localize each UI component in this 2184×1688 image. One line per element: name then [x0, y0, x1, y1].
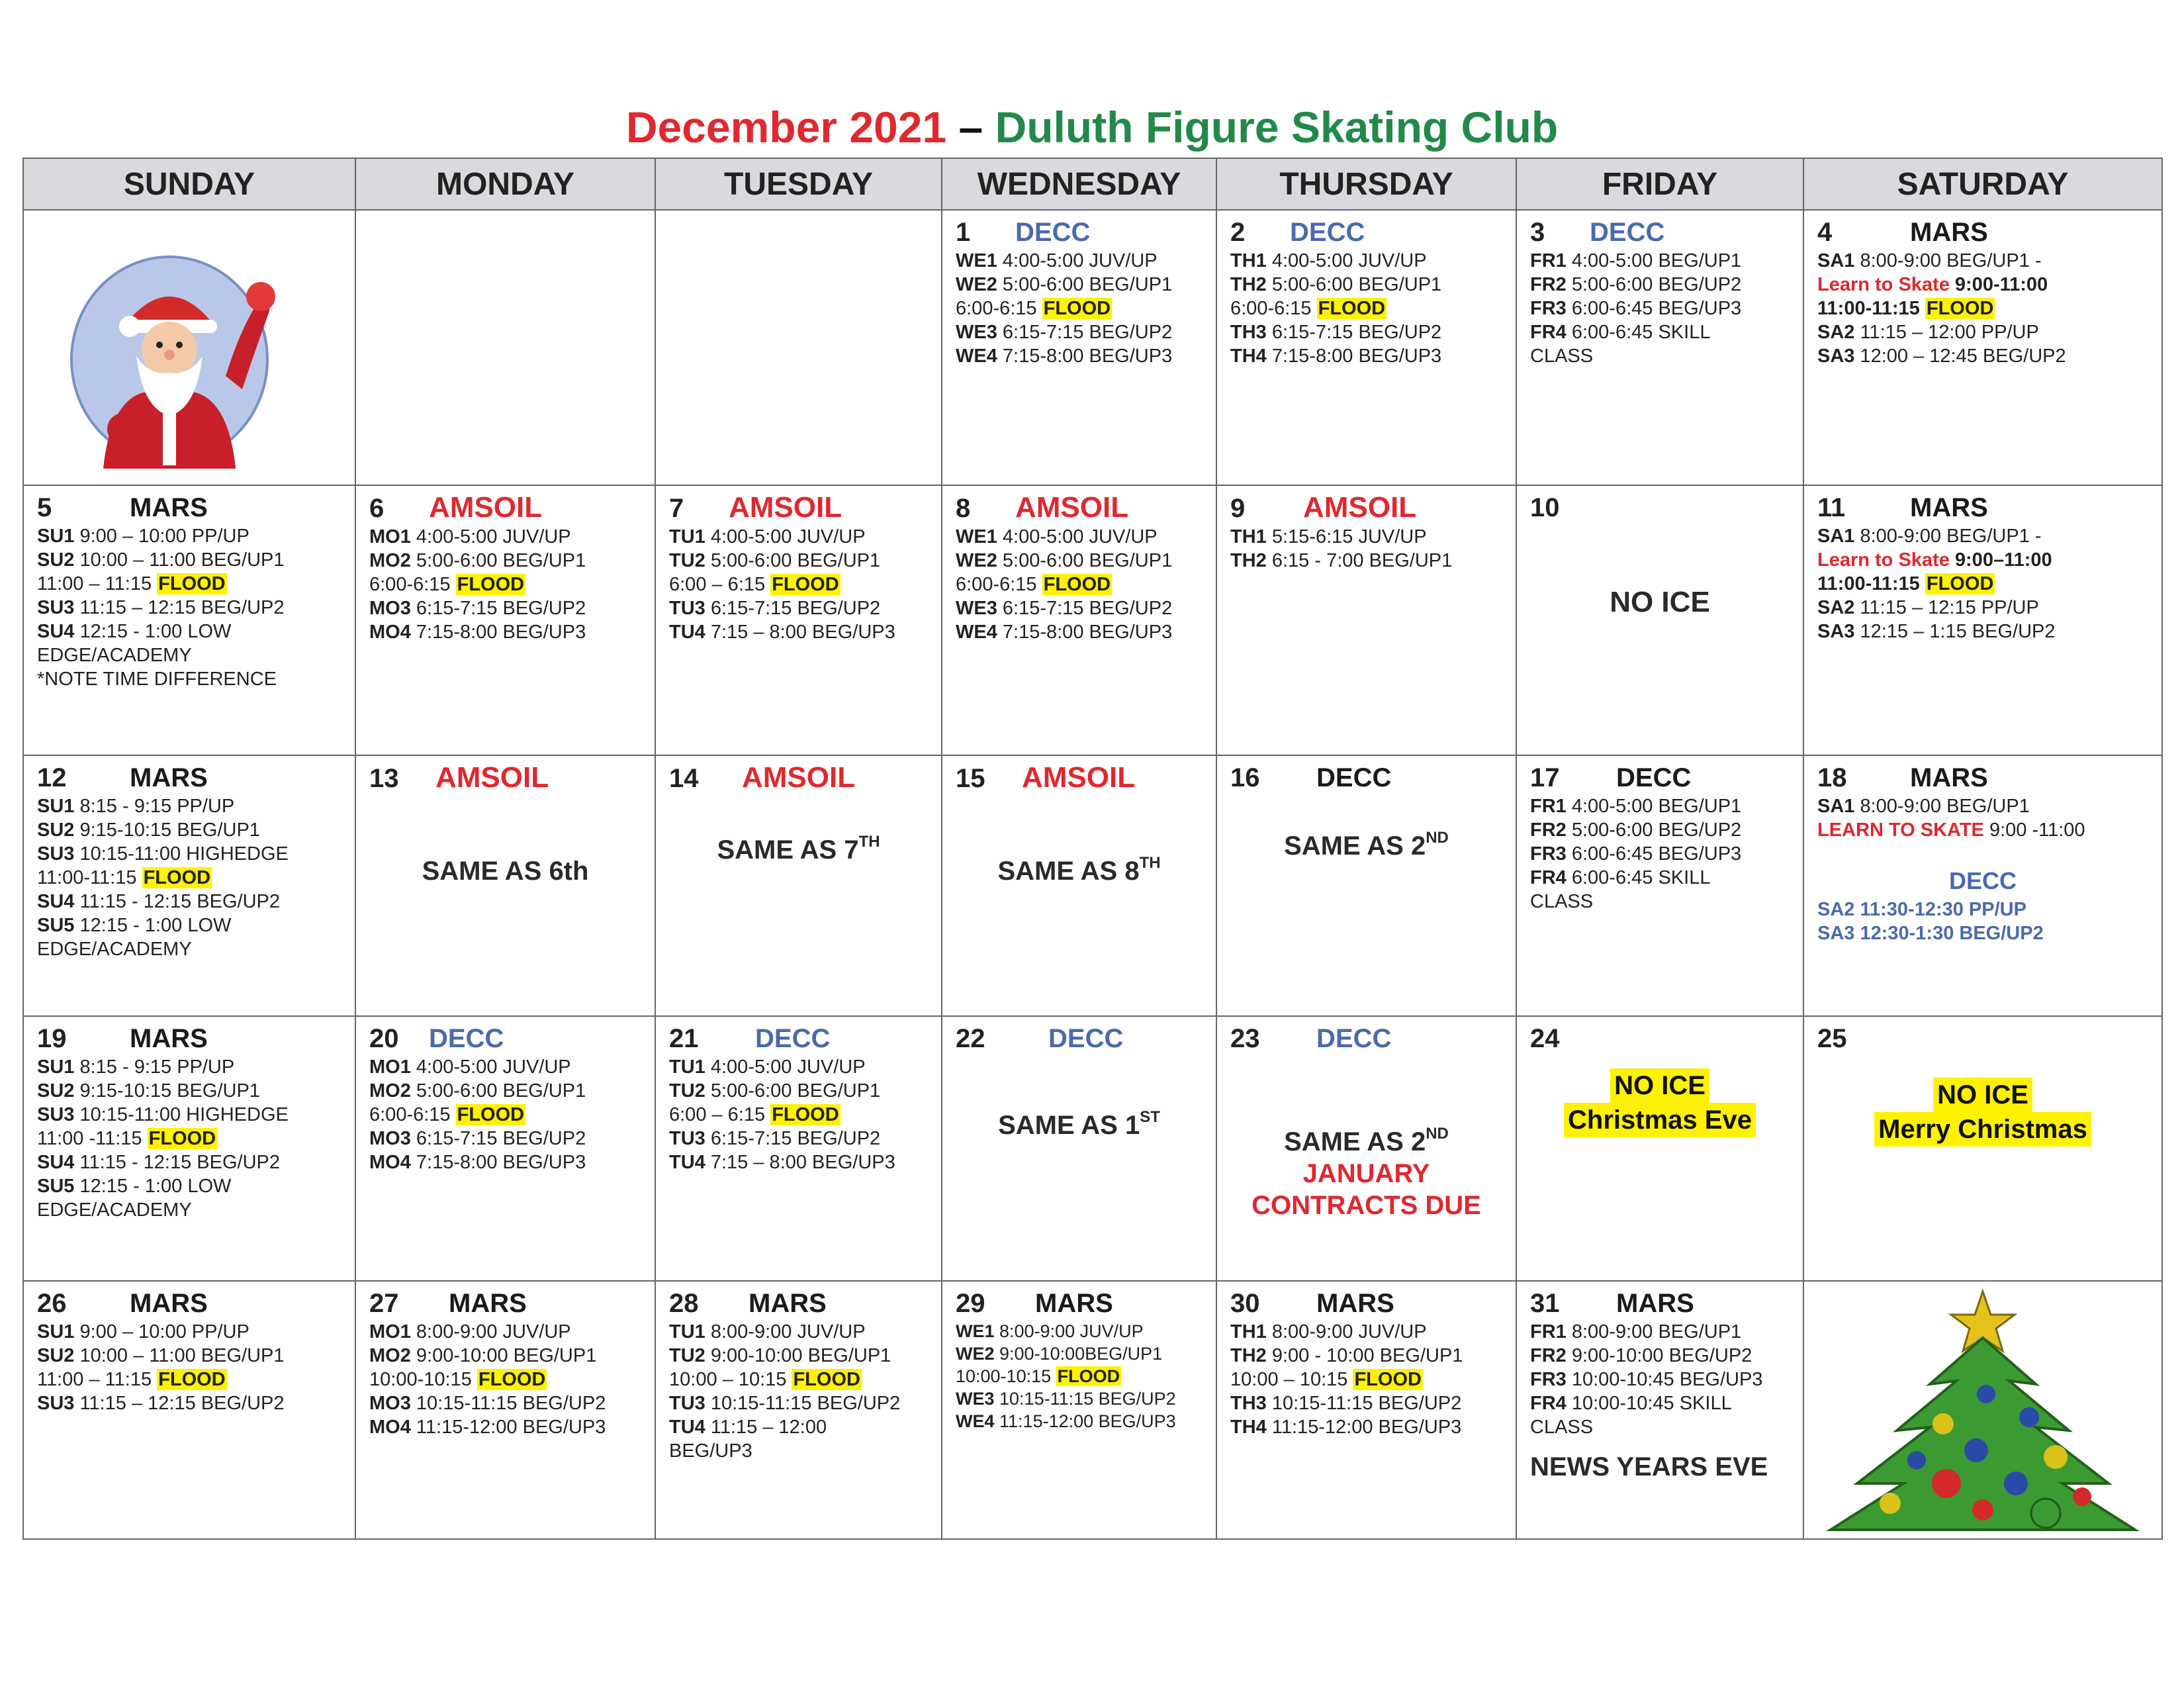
rink-location: DECC [1290, 218, 1365, 247]
session-line: WE1 4:00-5:00 JUV/UP [956, 526, 1158, 547]
session-line: FR1 4:00-5:00 BEG/UP1 [1530, 250, 1742, 271]
flood-line: 11:00 -11:15 FLOOD [37, 1128, 216, 1149]
session-line: MO2 9:00-10:00 BEG/UP1 [369, 1345, 597, 1366]
same-as-note: SAME AS 6th [422, 857, 589, 886]
day-number: 5 [37, 493, 52, 522]
flood-badge: FLOOD [772, 574, 839, 595]
flood-line: 6:00-6:15 FLOOD [369, 1104, 525, 1125]
rink-location: MARS [130, 763, 208, 792]
session-line: SU3 11:15 – 12:15 BEG/UP2 [37, 597, 285, 618]
day-cell-2 [1216, 210, 1516, 485]
rink-location: DECC [1048, 1024, 1124, 1053]
no-ice-note: NO ICE Christmas Eve [1517, 1068, 1803, 1137]
session-line: MO4 11:15-12:00 BEG/UP3 [369, 1417, 606, 1438]
session-line: SA1 8:00-9:00 BEG/UP1 [1817, 796, 2030, 817]
rink-location: MARS [130, 1024, 208, 1053]
day-cell-13 [355, 755, 655, 1016]
day-cell-tree [1803, 1281, 2162, 1539]
weekday-header-row [23, 158, 2162, 210]
flood-line: 11:00 – 11:15 FLOOD [37, 1369, 226, 1390]
day-cell-3 [1516, 210, 1803, 485]
title-month: December 2021 [625, 103, 947, 152]
session-line: SU1 9:00 – 10:00 PP/UP [37, 1321, 250, 1342]
day-cell-25 [1803, 1016, 2162, 1281]
session-line: TH2 9:00 - 10:00 BEG/UP1 [1230, 1345, 1463, 1366]
rink-location: MARS [1910, 218, 1988, 247]
session-line: TU3 10:15-11:15 BEG/UP2 [669, 1393, 901, 1414]
day-cell-5 [23, 485, 355, 755]
day-number: 1 [956, 218, 971, 247]
rink-location: DECC [429, 1024, 504, 1053]
session-line: WE2 5:00-6:00 BEG/UP1 [956, 274, 1173, 295]
session-line: TH2 5:00-6:00 BEG/UP1 [1230, 274, 1442, 295]
day-cell-15 [942, 755, 1216, 1016]
same-as-note: SAME AS 2ND [1284, 829, 1449, 861]
weekday-thursday: THURSDAY [1216, 158, 1516, 210]
flood-badge: FLOOD [793, 1369, 860, 1390]
day-cell-22 [942, 1016, 1216, 1281]
session-line: MO3 6:15-7:15 BEG/UP2 [369, 598, 586, 619]
new-years-eve-note: NEWS YEARS EVE [1530, 1452, 1768, 1481]
flood-line: 6:00-6:15 FLOOD [956, 574, 1111, 595]
day-number: 7 [669, 494, 684, 523]
flood-badge: FLOOD [1043, 574, 1111, 595]
session-line: MO4 7:15-8:00 BEG/UP3 [369, 622, 586, 643]
weekday-friday: FRIDAY [1516, 158, 1803, 210]
day-cell-6 [355, 485, 655, 755]
day-cell-4 [1803, 210, 2162, 485]
session-line: FR2 5:00-6:00 BEG/UP2 [1530, 274, 1742, 295]
day-cell-8 [942, 485, 1216, 755]
learn-to-skate-line: LEARN TO SKATE 9:00 -11:00 [1817, 820, 2085, 841]
day-cell-1 [942, 210, 1216, 485]
flood-line: 10:00 – 10:15 FLOOD [669, 1369, 860, 1390]
day-number: 25 [1817, 1024, 1847, 1053]
rink-location: MARS [130, 1289, 208, 1318]
session-line: SA2 11:30-12:30 PP/UP [1817, 899, 2026, 920]
same-as-note: SAME AS 7TH [717, 833, 880, 865]
session-line: FR3 6:00-6:45 BEG/UP3 [1530, 298, 1742, 319]
session-line: FR3 10:00-10:45 BEG/UP3 [1530, 1369, 1763, 1390]
session-line: TH1 8:00-9:00 JUV/UP [1230, 1321, 1427, 1342]
flood-badge: FLOOD [1057, 1366, 1120, 1386]
contracts-due-line: CONTRACTS DUE [1251, 1191, 1481, 1220]
session-line: WE1 4:00-5:00 JUV/UP [956, 250, 1158, 271]
session-line: SU2 9:15-10:15 BEG/UP1 [37, 820, 260, 841]
day-number: 14 [669, 764, 699, 793]
session-line: SU1 8:15 - 9:15 PP/UP [37, 796, 235, 817]
session-line: WE1 8:00-9:00 JUV/UP [956, 1321, 1144, 1341]
week-row-4 [23, 1016, 2162, 1281]
session-line: TU4 11:15 – 12:00 [669, 1417, 827, 1438]
flood-badge: FLOOD [478, 1369, 546, 1390]
day-cell-30 [1216, 1281, 1516, 1539]
session-line: SU5 12:15 - 1:00 LOW [37, 1176, 232, 1197]
session-line: MO2 5:00-6:00 BEG/UP1 [369, 1080, 586, 1102]
day-cell-27 [355, 1281, 655, 1539]
day-number: 4 [1817, 218, 1833, 247]
day-cell-21 [655, 1016, 942, 1281]
day-number: 26 [37, 1289, 67, 1318]
santa-icon [64, 250, 275, 469]
session-line: WE4 7:15-8:00 BEG/UP3 [956, 346, 1173, 367]
day-cell-7 [655, 485, 942, 755]
flood-badge: FLOOD [158, 573, 226, 594]
session-line: TU3 6:15-7:15 BEG/UP2 [669, 1128, 881, 1149]
same-as-note: SAME AS 8TH [997, 854, 1161, 886]
rink-location: AMSOIL [1303, 491, 1417, 524]
session-line: TU1 4:00-5:00 JUV/UP [669, 526, 866, 547]
session-line: MO3 10:15-11:15 BEG/UP2 [369, 1393, 606, 1414]
flood-badge: FLOOD [148, 1128, 216, 1149]
day-number: 15 [956, 764, 985, 793]
rink-location: MARS [1316, 1289, 1394, 1318]
no-ice-note: NO ICE [1610, 586, 1710, 618]
rink-location: AMSOIL [1022, 761, 1136, 794]
session-line: FR1 8:00-9:00 BEG/UP1 [1530, 1321, 1742, 1342]
session-line: TH3 10:15-11:15 BEG/UP2 [1230, 1393, 1462, 1414]
session-line: TU1 4:00-5:00 JUV/UP [669, 1056, 866, 1078]
day-number: 17 [1530, 763, 1560, 792]
session-line: TU1 8:00-9:00 JUV/UP [669, 1321, 866, 1342]
note-line: *NOTE TIME DIFFERENCE [37, 669, 277, 690]
session-line: SA3 12:30-1:30 BEG/UP2 [1817, 923, 2044, 944]
day-number: 22 [956, 1024, 985, 1053]
day-number: 9 [1230, 494, 1246, 523]
rink-location: MARS [130, 493, 208, 522]
day-number: 2 [1230, 218, 1246, 247]
session-line: SU3 11:15 – 12:15 BEG/UP2 [37, 1393, 285, 1414]
day-number: 30 [1230, 1289, 1260, 1318]
session-line: TH1 4:00-5:00 JUV/UP [1230, 250, 1427, 271]
rink-location: DECC [1015, 218, 1091, 247]
session-line: SA3 12:00 – 12:45 BEG/UP2 [1817, 346, 2066, 367]
session-line: MO1 4:00-5:00 JUV/UP [369, 526, 571, 547]
session-line: FR1 4:00-5:00 BEG/UP1 [1530, 796, 1742, 817]
flood-badge: FLOOD [457, 574, 525, 595]
day-number: 21 [669, 1024, 699, 1053]
flood-line: 10:00-10:15 FLOOD [956, 1366, 1120, 1386]
week-row-3 [23, 755, 2162, 1016]
session-line: TH4 7:15-8:00 BEG/UP3 [1230, 346, 1442, 367]
flood-badge: FLOOD [1354, 1369, 1422, 1390]
rink-location: AMSOIL [742, 761, 856, 794]
session-line: SU1 9:00 – 10:00 PP/UP [37, 526, 250, 547]
session-line: SU4 11:15 - 12:15 BEG/UP2 [37, 1152, 281, 1173]
day-cell-31 [1516, 1281, 1803, 1539]
rink-location: AMSOIL [729, 491, 842, 524]
day-cell-empty [23, 210, 355, 485]
session-line: EDGE/ACADEMY [37, 645, 192, 666]
calendar-grid [23, 158, 2163, 1540]
rink-location: AMSOIL [429, 491, 543, 524]
day-number: 28 [669, 1289, 699, 1318]
session-line: SU2 10:00 – 11:00 BEG/UP1 [37, 549, 285, 571]
flood-line: 6:00-6:15 FLOOD [1230, 298, 1386, 319]
rink-location: MARS [1910, 763, 1988, 792]
session-line: TU2 5:00-6:00 BEG/UP1 [669, 550, 881, 571]
session-line: TU3 6:15-7:15 BEG/UP2 [669, 598, 881, 619]
session-line: TH1 5:15-6:15 JUV/UP [1230, 526, 1427, 547]
weekday-sunday: SUNDAY [23, 158, 355, 210]
rink-location: DECC [1616, 763, 1692, 792]
rink-location: DECC [1590, 218, 1665, 247]
rink-location: MARS [1035, 1289, 1113, 1318]
session-line: SA2 11:15 – 12:00 PP/UP [1817, 322, 2039, 343]
day-number: 31 [1530, 1289, 1560, 1318]
session-line: SU5 12:15 - 1:00 LOW [37, 915, 232, 936]
day-number: 19 [37, 1024, 67, 1053]
session-line: WE4 11:15-12:00 BEG/UP3 [956, 1411, 1176, 1431]
flood-badge: FLOOD [1926, 298, 1994, 319]
flood-line: 6:00 – 6:15 FLOOD [669, 1104, 839, 1125]
session-line: FR4 10:00-10:45 SKILL [1530, 1393, 1732, 1414]
session-line: BEG/UP3 [669, 1440, 752, 1462]
session-line: SU2 10:00 – 11:00 BEG/UP1 [37, 1345, 285, 1366]
day-number: 27 [369, 1289, 399, 1318]
flood-line: 11:00 – 11:15 FLOOD [37, 573, 226, 594]
session-line: SU3 10:15-11:00 HIGHEDGE [37, 843, 289, 865]
flood-line: 6:00 – 6:15 FLOOD [669, 574, 839, 595]
day-number: 24 [1530, 1024, 1560, 1053]
day-cell-28 [655, 1281, 942, 1539]
same-as-note: SAME AS 1ST [998, 1108, 1160, 1140]
rink-location: MARS [749, 1289, 827, 1318]
flood-line: 10:00 – 10:15 FLOOD [1230, 1369, 1422, 1390]
session-line: SU2 9:15-10:15 BEG/UP1 [37, 1080, 260, 1102]
session-line: FR2 9:00-10:00 BEG/UP2 [1530, 1345, 1752, 1366]
rink-location: DECC [1316, 1024, 1392, 1053]
flood-line: 11:00-11:15 FLOOD [1817, 573, 1994, 594]
flood-line: 6:00-6:15 FLOOD [369, 574, 525, 595]
flood-badge: FLOOD [158, 1369, 226, 1390]
session-line: TH3 6:15-7:15 BEG/UP2 [1230, 322, 1442, 343]
flood-line: 6:00-6:15 FLOOD [956, 298, 1111, 319]
session-line: MO2 5:00-6:00 BEG/UP1 [369, 550, 586, 571]
flood-badge: FLOOD [143, 867, 211, 888]
session-line: SA2 11:15 – 12:15 PP/UP [1817, 597, 2039, 618]
day-number: 16 [1230, 763, 1260, 792]
day-cell-19 [23, 1016, 355, 1281]
session-line: MO3 6:15-7:15 BEG/UP2 [369, 1128, 586, 1149]
flood-line: 11:00-11:15 FLOOD [1817, 298, 1994, 319]
rink-location: MARS [1616, 1289, 1694, 1318]
day-cell-11 [1803, 485, 2162, 755]
flood-badge: FLOOD [1318, 298, 1386, 319]
session-line: EDGE/ACADEMY [37, 939, 192, 960]
title-club: Duluth Figure Skating Club [995, 103, 1559, 152]
session-line: TU2 9:00-10:00 BEG/UP1 [669, 1345, 891, 1366]
day-cell-26 [23, 1281, 355, 1539]
session-line: SU3 10:15-11:00 HIGHEDGE [37, 1104, 289, 1125]
day-number: 10 [1530, 493, 1560, 522]
session-line: TU2 5:00-6:00 BEG/UP1 [669, 1080, 881, 1102]
day-cell-18 [1803, 755, 2162, 1016]
session-line: TH4 11:15-12:00 BEG/UP3 [1230, 1417, 1462, 1438]
contracts-due-line: JANUARY [1302, 1159, 1430, 1188]
day-cell-10 [1516, 485, 1803, 755]
rink-location: DECC [755, 1024, 831, 1053]
day-number: 23 [1230, 1024, 1260, 1053]
session-line: CLASS [1530, 1417, 1594, 1438]
session-line: SU4 11:15 - 12:15 BEG/UP2 [37, 891, 281, 912]
day-number: 11 [1817, 493, 1846, 522]
session-line: SA1 8:00-9:00 BEG/UP1 - [1817, 250, 2042, 271]
session-line: CLASS [1530, 346, 1594, 367]
session-line: FR3 6:00-6:45 BEG/UP3 [1530, 843, 1742, 865]
day-cell-24 [1516, 1016, 1803, 1281]
rink-location: DECC [1316, 763, 1392, 792]
session-line: WE3 6:15-7:15 BEG/UP2 [956, 598, 1173, 619]
same-as-note: SAME AS 2ND JANUARY CONTRACTS DUE [1217, 1126, 1516, 1221]
rink-location: AMSOIL [1015, 491, 1129, 524]
week-row-1 [23, 210, 2162, 485]
session-line: TH2 6:15 - 7:00 BEG/UP1 [1230, 550, 1453, 571]
page-title [0, 99, 2184, 155]
session-line: TU4 7:15 – 8:00 BEG/UP3 [669, 1152, 895, 1173]
no-ice-note: NO ICE Merry Christmas [1804, 1078, 2161, 1147]
session-line: EDGE/ACADEMY [37, 1199, 192, 1221]
secondary-rink-location: DECC [1948, 867, 2017, 894]
day-number: 12 [37, 763, 67, 792]
weekday-saturday: SATURDAY [1803, 158, 2162, 210]
session-line: SU1 8:15 - 9:15 PP/UP [37, 1056, 235, 1078]
day-cell-20 [355, 1016, 655, 1281]
rink-location: MARS [449, 1289, 527, 1318]
session-line: TU4 7:15 – 8:00 BEG/UP3 [669, 622, 895, 643]
session-line: MO4 7:15-8:00 BEG/UP3 [369, 1152, 586, 1173]
christmas-tree-icon [1817, 1285, 2148, 1536]
rink-location: MARS [1910, 493, 1988, 522]
day-number: 13 [369, 764, 399, 793]
session-line: FR4 6:00-6:45 SKILL [1530, 867, 1711, 888]
flood-badge: FLOOD [1926, 573, 1994, 594]
session-line: MO1 8:00-9:00 JUV/UP [369, 1321, 571, 1342]
weekday-monday: MONDAY [355, 158, 655, 210]
session-line: MO1 4:00-5:00 JUV/UP [369, 1056, 571, 1078]
flood-line: 10:00-10:15 FLOOD [369, 1369, 546, 1390]
learn-to-skate-line: Learn to Skate 9:00–11:00 [1817, 549, 2052, 571]
rink-location: AMSOIL [435, 761, 549, 794]
week-row-2 [23, 485, 2162, 755]
session-line: SA3 12:15 – 1:15 BEG/UP2 [1817, 621, 2056, 642]
weekday-wednesday: WEDNESDAY [942, 158, 1216, 210]
session-line: WE2 5:00-6:00 BEG/UP1 [956, 550, 1173, 571]
session-line: WE4 7:15-8:00 BEG/UP3 [956, 622, 1173, 643]
day-cell-empty [355, 210, 655, 485]
learn-to-skate-line: Learn to Skate 9:00-11:00 [1817, 274, 2048, 295]
day-cell-empty [655, 210, 942, 485]
day-cell-17 [1516, 755, 1803, 1016]
day-cell-12 [23, 755, 355, 1016]
weekday-tuesday: TUESDAY [655, 158, 942, 210]
day-cell-9 [1216, 485, 1516, 755]
day-cell-16 [1216, 755, 1516, 1016]
day-cell-14 [655, 755, 942, 1016]
day-number: 20 [369, 1024, 399, 1053]
flood-line: 11:00-11:15 FLOOD [37, 867, 211, 888]
session-line: WE3 10:15-11:15 BEG/UP2 [956, 1389, 1176, 1409]
session-line: FR4 6:00-6:45 SKILL [1530, 322, 1711, 343]
session-line: CLASS [1530, 891, 1594, 912]
day-cell-23 [1216, 1016, 1516, 1281]
session-line: FR2 5:00-6:00 BEG/UP2 [1530, 820, 1742, 841]
day-number: 18 [1817, 763, 1847, 792]
flood-badge: FLOOD [772, 1104, 839, 1125]
session-line: WE2 9:00-10:00BEG/UP1 [956, 1344, 1163, 1364]
flood-badge: FLOOD [1043, 298, 1111, 319]
week-row-5 [23, 1281, 2162, 1539]
title-dash: – [958, 103, 983, 152]
session-line: WE3 6:15-7:15 BEG/UP2 [956, 322, 1173, 343]
day-number: 8 [956, 494, 971, 523]
day-number: 3 [1530, 218, 1545, 247]
day-number: 6 [369, 494, 385, 523]
day-cell-29 [942, 1281, 1216, 1539]
day-number: 29 [956, 1289, 985, 1318]
session-line: SA1 8:00-9:00 BEG/UP1 - [1817, 526, 2042, 547]
flood-badge: FLOOD [457, 1104, 525, 1125]
session-line: SU4 12:15 - 1:00 LOW [37, 621, 232, 642]
